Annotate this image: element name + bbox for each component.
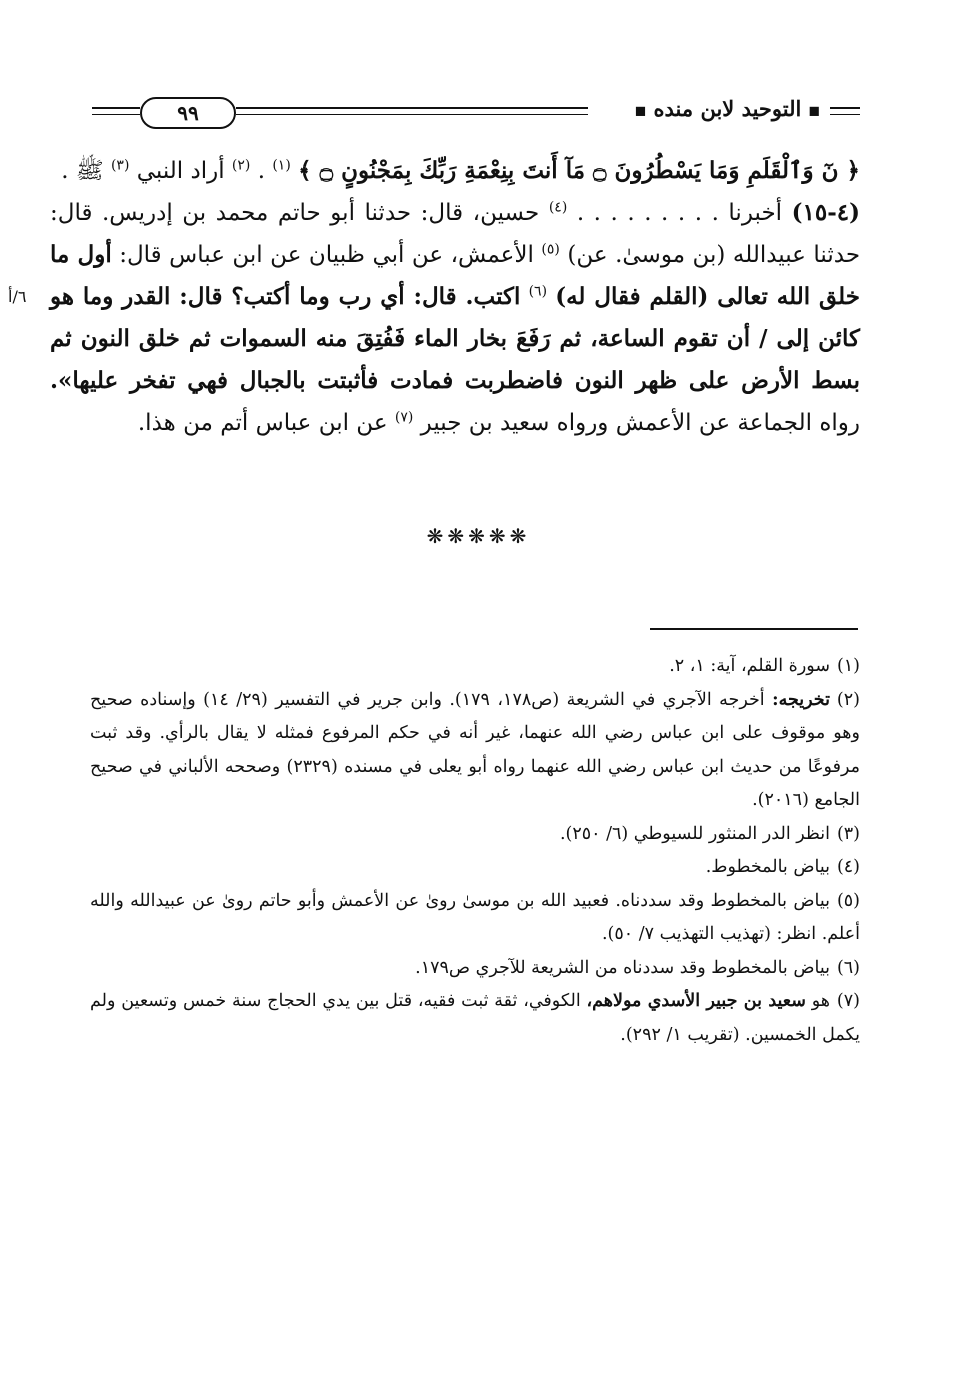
footnote-text: بياض بالمخطوط وقد سددناه من الشريعة للآجري ص١٧٩. [415,957,830,978]
footnote-label: سعيد بن جبير الأسدي مولاهم، [586,991,806,1011]
footnote-ref-5[interactable]: (٥) [541,241,560,258]
hadith-text-b: اكتب. قال: أي رب وما أكتب؟ قال: القدر وما هو كائن إلى / أن تقوم الساعة، ثم رَفَعَ بخار الماء فَفُتِقَ منه السموات ثم خلق النون ثم بسط الأرض على ظهر النون فاضطربت فمادت فأثبتت بالجبال فهي تفخر عليها». [50,283,860,394]
footnote-ref-1[interactable]: (١) [272,157,291,174]
narration-chain-a: أخبرنا . . . . . . . . . [576,200,783,226]
footnote-ref-7[interactable]: (٧) [394,409,414,426]
footnote-prefix: هو [811,991,830,1011]
section-separator: ❋❋❋❋❋ [426,524,531,548]
footnote-ref-3[interactable]: (٣) [110,157,130,174]
footnote-number: (٥) [836,890,860,911]
footnotes [90,650,860,1052]
header-rule-left [92,107,140,109]
hadith-paragraph [8,192,861,444]
footnote-number: (٧) [836,991,860,1011]
hadith-text-a: أول ما خلق الله تعالى (القلم فقال له) [50,241,860,310]
header-rule-middle-thin [236,114,588,115]
footnote-text: انظر الدر المنثور للسيوطي (٦/ ٢٥٠). [559,823,830,844]
footnote-number: (٢) [836,689,860,710]
footnote-text: بياض بالمخطوط. [705,857,830,877]
narration-e: عن ابن عباس أتم من هذا. [137,410,388,436]
footnote-ref-4[interactable]: (٤) [548,199,568,216]
footnote-4 [90,851,860,885]
running-header [92,90,860,134]
main-text [8,150,861,444]
header-rule-left-thin [92,114,140,115]
narration-chain-c: الأعمش، عن أبي ظبيان عن ابن عباس قال: [119,242,534,268]
square-bullet-icon: ■ [808,103,820,118]
footnote-number: (١) [836,656,860,676]
footnote-ref-6[interactable]: (٦) [528,283,548,300]
narration-chain-b: حسين، قال: حدثنا أبو حاتم محمد بن إدريس. قال: حدثنا عبيدالله (بن موسىٰ. عن) [50,200,861,268]
square-bullet-icon: ■ [634,103,647,118]
footnote-text: سورة القلم، آية: ١، ٢. [669,656,830,676]
narration-d: رواه الجماعة عن الأعمش ورواه سعيد بن جبير [420,410,860,436]
footnote-label: تخريجه: [772,689,830,710]
footnote-text: بياض بالمخطوط وقد سددناه. فعبيد الله بن موسىٰ روىٰ عن الأعمش وأبو حاتم روىٰ عن عبيدالله والله أعلم. انظر: (تهذيب التهذيب ٧/ ٥٠). [90,890,860,944]
quran-verse: ﴿ نٓ وَٱلْقَلَمِ وَمَا يَسْطُرُونَ ۝ مَآ أَنتَ بِنِعْمَةِ رَبِّكَ بِمَجْنُونٍ ۝ ﴾ [298,157,860,184]
hadith-number: (٤-١٥) [791,199,861,226]
header-rule-middle [236,107,588,109]
page-number: ٩٩ [140,97,236,129]
book-title-text: التوحيد لابن منده [653,96,802,121]
footnote-text: الكوفي، ثقة ثبت فقيه، قتل بين يدي الحجاج سنة خمس وتسعين ولم يكمل الخمسين. (تقريب ١/ ٢٩٢). [90,991,860,1045]
footnote-number: (٤) [836,857,860,877]
header-rule-right [830,107,860,109]
header-rule-right-thin [830,114,860,115]
footnote-ref-2[interactable]: (٢) [231,157,251,174]
footnote-2 [90,684,860,818]
footnote-1 [90,650,860,684]
manuscript-folio-note: ٦/أ [8,287,27,306]
salutation-glyph: ﷺ . [61,158,104,184]
footnote-5 [90,885,860,952]
commentary-text: أراد النبي [136,158,225,184]
footnote-text: أخرجه الآجري في الشريعة (ص١٧٨، ١٧٩). وابن جرير في التفسير (٢٩/ ١٤) وإسناده صحيح وهو موقوف على ابن عباس رضي الله عنهما، غير أنه في حكم المرفوع فمثله لا يقال بالرأي. وقد ثبت مرفوعًا من حديث ابن عباس رضي الله عنهما رواه أبو يعلى في مسنده (٢٣٢٩) وصححه الألباني في صحيح الجامع (٢٠١٦). [90,689,860,810]
footnote-number: (٦) [836,957,860,978]
quran-verse-line: ﴿ نٓ وَٱلْقَلَمِ وَمَا يَسْطُرُونَ ۝ مَآ أَنتَ بِنِعْمَةِ رَبِّكَ بِمَجْنُونٍ ۝ ﴾ $^{(١)}$ . $^{(٢)}$ أراد النبي $^{(٣)}$ ﷺ . [61,157,860,184]
footnote-6 [90,952,860,986]
footnote-7 [90,985,860,1052]
book-title [635,96,820,121]
footnote-number: (٣) [836,823,860,844]
footnote-divider [650,628,858,630]
footnote-3 [90,818,860,852]
